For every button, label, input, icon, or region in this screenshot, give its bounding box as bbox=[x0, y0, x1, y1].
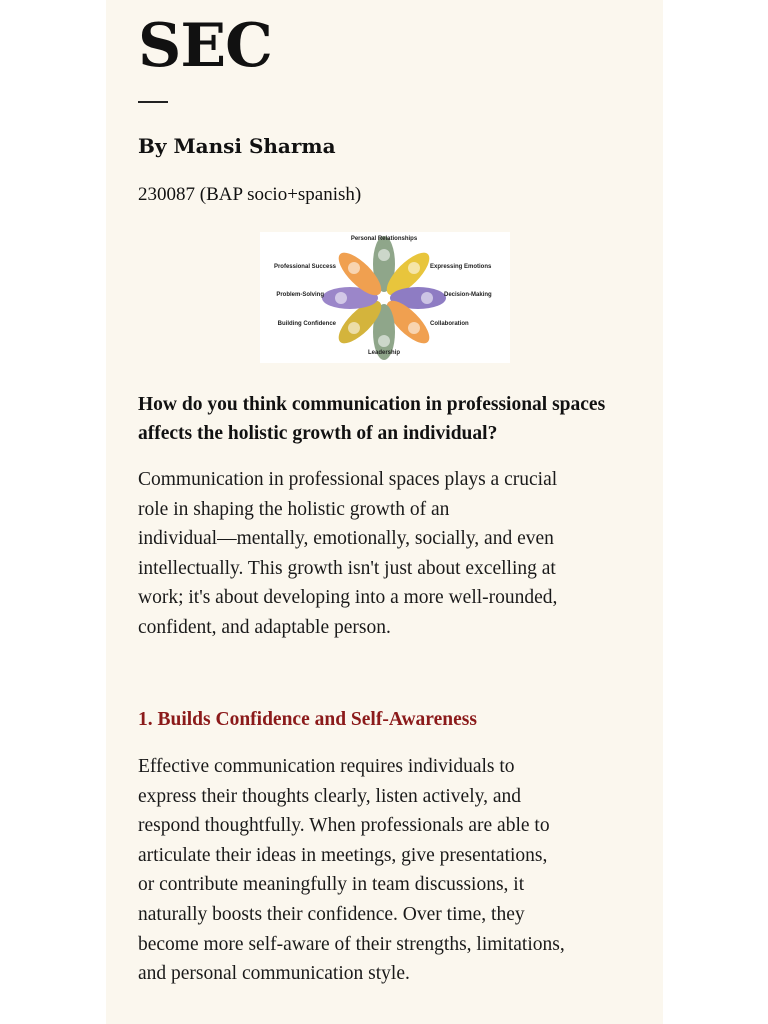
intro-line: role in shaping the holistic growth of an bbox=[138, 498, 450, 520]
decision-icon bbox=[421, 292, 433, 304]
label-leadership: Leadership bbox=[367, 350, 401, 356]
section-line: respond thoughtfully. When professionals are able to bbox=[138, 815, 550, 837]
chart-icon bbox=[348, 262, 360, 274]
label-building-confidence: Building Confidence bbox=[277, 321, 336, 327]
lightbulb-icon bbox=[335, 292, 347, 304]
intro-line: confident, and adaptable person. bbox=[138, 616, 391, 638]
intro-line: Communication in professional spaces plays a crucial bbox=[138, 469, 558, 490]
section-line: articulate their ideas in meetings, give presentations, bbox=[138, 844, 548, 866]
section-1-heading: 1. Builds Confidence and Self-Awareness bbox=[138, 709, 477, 730]
leader-icon bbox=[378, 335, 390, 347]
intro-paragraph bbox=[138, 465, 643, 643]
label-personal-relationships: Personal Relationships bbox=[350, 236, 418, 242]
communication-benefits-figure bbox=[260, 232, 510, 363]
author-line: By Mansi Sharma bbox=[138, 134, 336, 158]
label-problem-solving: Problem-Solving bbox=[276, 292, 324, 298]
title-divider bbox=[138, 101, 168, 103]
label-decision-making: Decision-Making bbox=[444, 292, 492, 298]
section-line: Effective communication requires individuals to bbox=[138, 756, 515, 777]
section-1-paragraph bbox=[138, 752, 643, 989]
label-expressing-emotions: Expressing Emotions bbox=[430, 264, 492, 270]
intro-line: individual—mentally, emotionally, socially, and even bbox=[138, 528, 554, 550]
intro-line: intellectually. This growth isn't just about excelling at bbox=[138, 557, 556, 579]
section-line: express their thoughts clearly, listen actively, and bbox=[138, 785, 522, 807]
confidence-icon bbox=[348, 322, 360, 334]
label-professional-success: Professional Success bbox=[273, 264, 336, 270]
document-title: SEC bbox=[138, 11, 272, 81]
document-page bbox=[106, 0, 663, 1024]
collaboration-icon bbox=[408, 322, 420, 334]
roll-number: 230087 (BAP socio+spanish) bbox=[138, 184, 362, 205]
emotion-icon bbox=[408, 262, 420, 274]
question-heading: How do you think communication in professional spaces affects the holistic growth of an individual? bbox=[138, 394, 606, 444]
section-line: become more self-aware of their strengths, limitations, bbox=[138, 933, 565, 955]
petal-diagram bbox=[260, 232, 510, 363]
section-line: or contribute meaningfully in team discussions, it bbox=[138, 874, 525, 896]
section-line: and personal communication style. bbox=[138, 963, 410, 985]
label-collaboration: Collaboration bbox=[430, 321, 469, 327]
intro-line: work; it's about developing into a more well-rounded, bbox=[138, 587, 558, 609]
people-icon bbox=[378, 249, 390, 261]
section-line: naturally boosts their confidence. Over time, they bbox=[138, 903, 525, 925]
